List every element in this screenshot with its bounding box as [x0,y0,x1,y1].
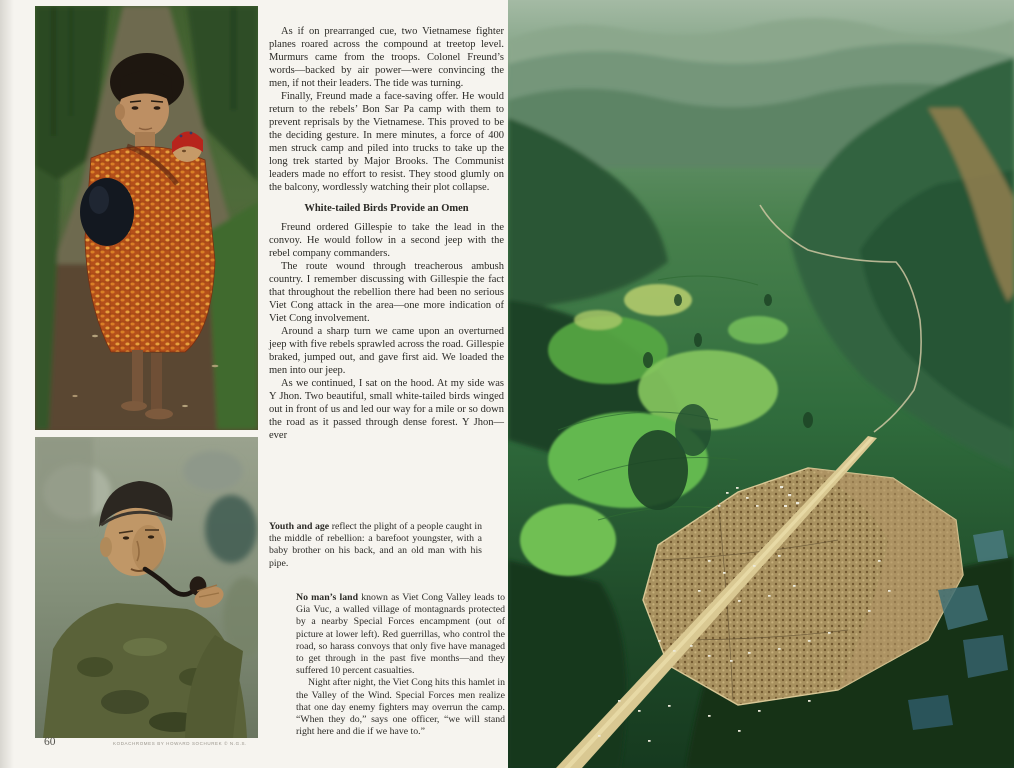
photo-aerial-viet-cong-valley [508,0,1014,768]
article-paragraph: Finally, Freund made a face-saving offer. He would return to the rebels’ Bon Sar Pa camp with them to prevent reprisals by the Vietnamese. This proved to be the deciding gesture. In mere minutes, a force of 400 men struck camp and piled into trucks to take up the long trek started by Major Brooks. The Communist leaders made no effort to resist. They stood glumly on the balcony, wordlessly watching their plot collapse. [269,91,504,193]
caption-lead: No man’s land [296,592,359,603]
page-number: 60 [44,736,56,748]
photo-boy-with-baby [35,6,258,430]
article-paragraph: As if on prearranged cue, two Vietnamese fighter planes roared across the compound at treetop level. Murmurs came from the troops. Colonel Freund’s words—backed by air power—were convincing the men, if not their leaders. The tide was turning. [269,26,504,89]
caption-no-mans-land [296,592,505,738]
page-edge-shadow [0,0,14,768]
article-paragraph: Freund ordered Gillespie to take the lead in the convoy. He would follow in a second jeep with the rebel company commanders. [269,222,504,259]
section-heading: White-tailed Birds Provide an Omen [304,203,469,214]
caption-lead: Youth and age [269,521,330,532]
caption-body: reflect the plight of a people caught in the middle of rebellion: a barefoot youngster, with a baby brother on his back, and an old man with his pipe. [269,521,483,569]
caption-body: known as Viet Cong Valley leads to Gia Vuc, a walled village of montagnards protected by a nearby Special Forces encampment (out of picture at lower left). Red guerrillas, who control the road, so harass convoys that only five have managed to get through in the past five months—and they suffered 10 percent casualties. [296,592,506,677]
aerial-photo-illustration [508,0,1014,768]
article-paragraph: The route wound through treacherous ambush country. I remember discussing with Gillespie the fact that throughout the rebellion there had been no serious Viet Cong attack in the area—one more indication of Viet Cong involvement. [269,261,504,324]
caption-body-2: Night after night, the Viet Cong hits this hamlet in the Valley of the Wind. Special Forces men realize that one day enemy fighters may overrun the camp. “When they do,” says one officer, “we will stand right here and die if we have to.” [296,677,505,738]
photo-old-man-with-pipe [35,437,258,738]
boy-photo-illustration [35,6,258,430]
old-man-photo-illustration [35,437,258,738]
article-paragraph: Around a sharp turn we came upon an overturned jeep with five rebels sprawled across the road. Gillespie braked, jumped out, and gave first aid. We loaded the men into our jeep. [269,326,504,376]
article-text-column [269,25,504,442]
article-paragraph: As we continued, I sat on the hood. At my side was Y Jhon. Two beautiful, small white-tailed birds winged out in front of us and led our way for a mile or so down the road as it passed through dense forest. Y Jhon—ever [269,378,504,441]
photo-credit-line: KODACHROMES BY HOWARD SOCHUREK © N.G.S. [113,741,247,746]
caption-youth-and-age [269,521,482,570]
